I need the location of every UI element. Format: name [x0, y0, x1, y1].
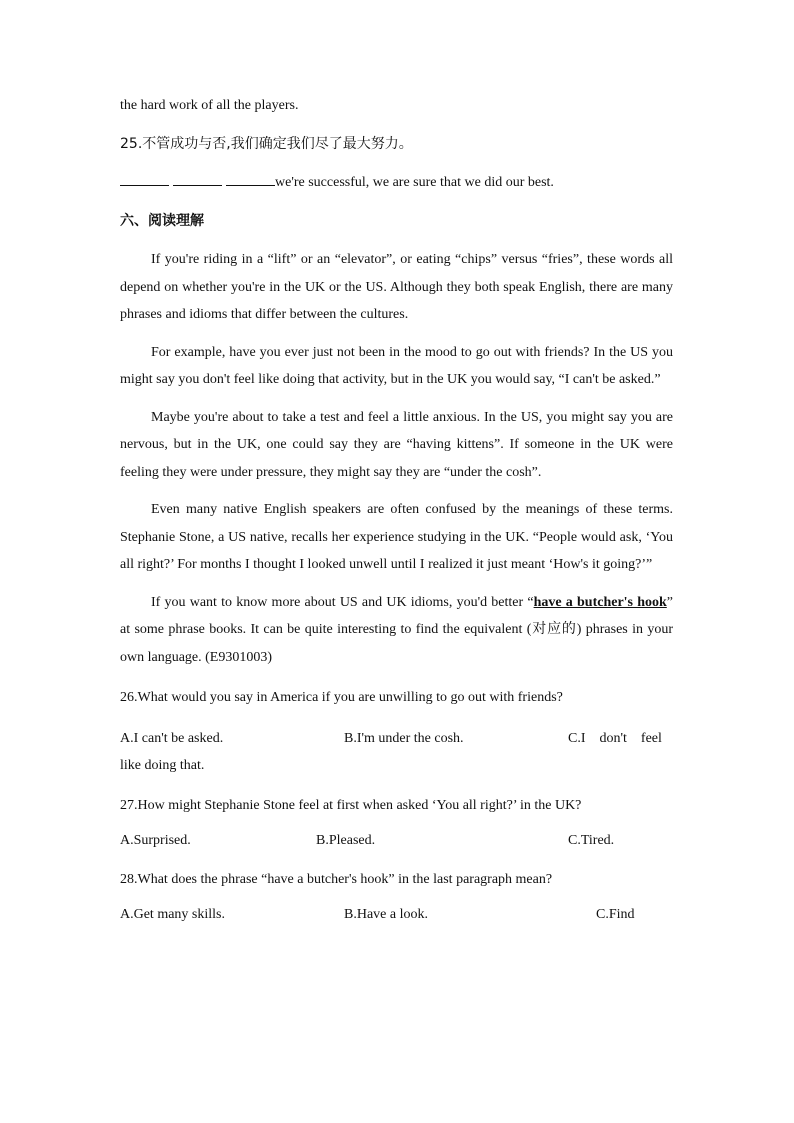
- option-b[interactable]: B.Pleased.: [316, 833, 376, 848]
- highlighted-phrase: have a butcher's hook: [533, 594, 667, 610]
- option-b[interactable]: B.Have a look.: [344, 907, 428, 922]
- question-28-stem: 28.What does the phrase “have a butcher's hook” in the last paragraph mean?: [120, 872, 553, 887]
- question-25-tail: we're successful, we are sure that we did our best.: [275, 175, 554, 190]
- option-c-start[interactable]: C.I don't feel: [568, 731, 662, 746]
- question-25-prompt: 25.不管成功与否,我们确定我们尽了最大努力。: [120, 136, 413, 152]
- question-26-options: [120, 725, 673, 779]
- question-25-answer: [120, 172, 673, 193]
- continued-line: the hard work of all the players.: [120, 98, 299, 113]
- answer-blank-3[interactable]: [226, 172, 275, 186]
- option-b[interactable]: B.I'm under the cosh.: [344, 731, 464, 746]
- option-a[interactable]: A.Get many skills.: [120, 907, 225, 922]
- option-c[interactable]: C.Find: [596, 907, 635, 922]
- passage-paragraph-3: Maybe you're about to take a test and feel a little anxious. In the US, you might say you are nervous, but in the UK, one could say they are “having kittens”. If someone in the UK were feeling they were under pressure, they might say they are “under the cosh”.: [120, 409, 673, 480]
- answer-blank-1[interactable]: [120, 172, 169, 186]
- answer-blank-2[interactable]: [173, 172, 222, 186]
- option-a[interactable]: A.Surprised.: [120, 833, 191, 848]
- passage-paragraph-4: Even many native English speakers are often confused by the meanings of these terms. Stephanie Stone, a US native, recalls her experience studying in the UK. “People would ask, ‘You all right?’ For months I thought I looked unwell until I realized it just meant ‘How's it going?’”: [120, 502, 673, 572]
- passage-paragraph-1: If you're riding in a “lift” or an “elevator”, or eating “chips” versus “fries”, these words all depend on whether you're in the UK or the US. Although they both speak English, there are many phrases and idioms that differ between the cultures.: [120, 252, 673, 322]
- passage-paragraph-2: For example, have you ever just not been in the mood to go out with friends? In the US you might say you don't feel like doing that activity, but in the UK you would say, “I can't be asked.”: [120, 344, 673, 387]
- paragraph-5-before: If you want to know more about US and UK idioms, you'd better “: [151, 594, 534, 610]
- option-c-continued[interactable]: like doing that.: [120, 758, 205, 773]
- section-title: 六、阅读理解: [120, 213, 204, 229]
- passage-paragraph-5: [120, 589, 673, 672]
- question-26-stem: 26.What would you say in America if you are unwilling to go out with friends?: [120, 690, 563, 705]
- page-content: [120, 96, 673, 927]
- question-27-stem: 27.How might Stephanie Stone feel at first when asked ‘You all right?’ in the UK?: [120, 798, 582, 813]
- question-27-options: [120, 833, 673, 853]
- option-c[interactable]: C.Tired.: [568, 833, 615, 848]
- option-a[interactable]: A.I can't be asked.: [120, 731, 224, 746]
- paragraph-5-after: ” at some phrase books. It can be quite interesting to find the equivalent (对应的) phrases in your own language. (E9301003): [120, 594, 673, 665]
- question-28-options: [120, 907, 673, 927]
